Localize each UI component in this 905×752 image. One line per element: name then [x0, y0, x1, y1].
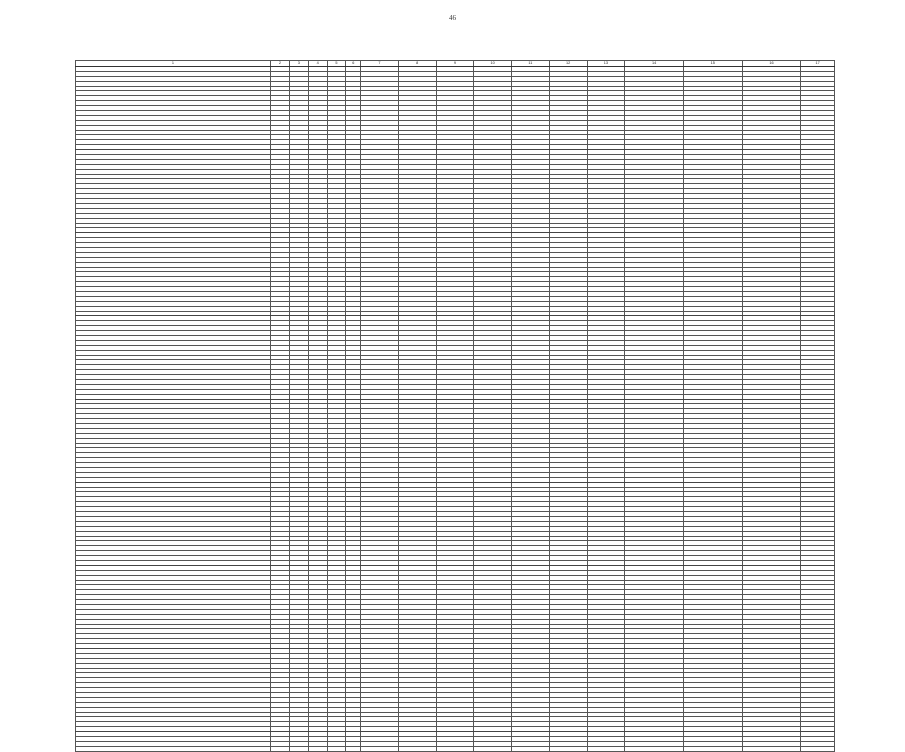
column-number-4: 4	[308, 61, 327, 67]
housing-register-table	[75, 60, 835, 752]
table-row	[76, 746, 835, 751]
table-cell	[625, 746, 684, 751]
page-number: 46	[449, 14, 456, 22]
table-cell	[587, 746, 625, 751]
table-cell	[742, 746, 801, 751]
column-number-9: 9	[436, 61, 474, 67]
table-cell	[474, 746, 512, 751]
column-number-14: 14	[625, 61, 684, 67]
column-number-12: 12	[549, 61, 587, 67]
table-cell	[346, 746, 361, 751]
column-number-17: 17	[801, 61, 835, 67]
column-number-6: 6	[346, 61, 361, 67]
column-number-7: 7	[361, 61, 399, 67]
table-cell	[327, 746, 346, 751]
table-cell	[512, 746, 550, 751]
table-cell	[76, 746, 271, 751]
table-cell	[436, 746, 474, 751]
table-cell	[683, 746, 742, 751]
table-cell	[549, 746, 587, 751]
column-number-16: 16	[742, 61, 801, 67]
table-cell	[270, 746, 289, 751]
table-cell	[801, 746, 835, 751]
column-number-5: 5	[327, 61, 346, 67]
table-cell	[361, 746, 399, 751]
column-number-8: 8	[398, 61, 436, 67]
table-cell	[398, 746, 436, 751]
column-number-13: 13	[587, 61, 625, 67]
column-number-1: 1	[76, 61, 271, 67]
register-table-body	[76, 67, 835, 752]
column-number-11: 11	[512, 61, 550, 67]
table-cell	[289, 746, 308, 751]
column-number-3: 3	[289, 61, 308, 67]
column-number-15: 15	[683, 61, 742, 67]
table-cell	[308, 746, 327, 751]
column-number-2: 2	[270, 61, 289, 67]
column-number-10: 10	[474, 61, 512, 67]
